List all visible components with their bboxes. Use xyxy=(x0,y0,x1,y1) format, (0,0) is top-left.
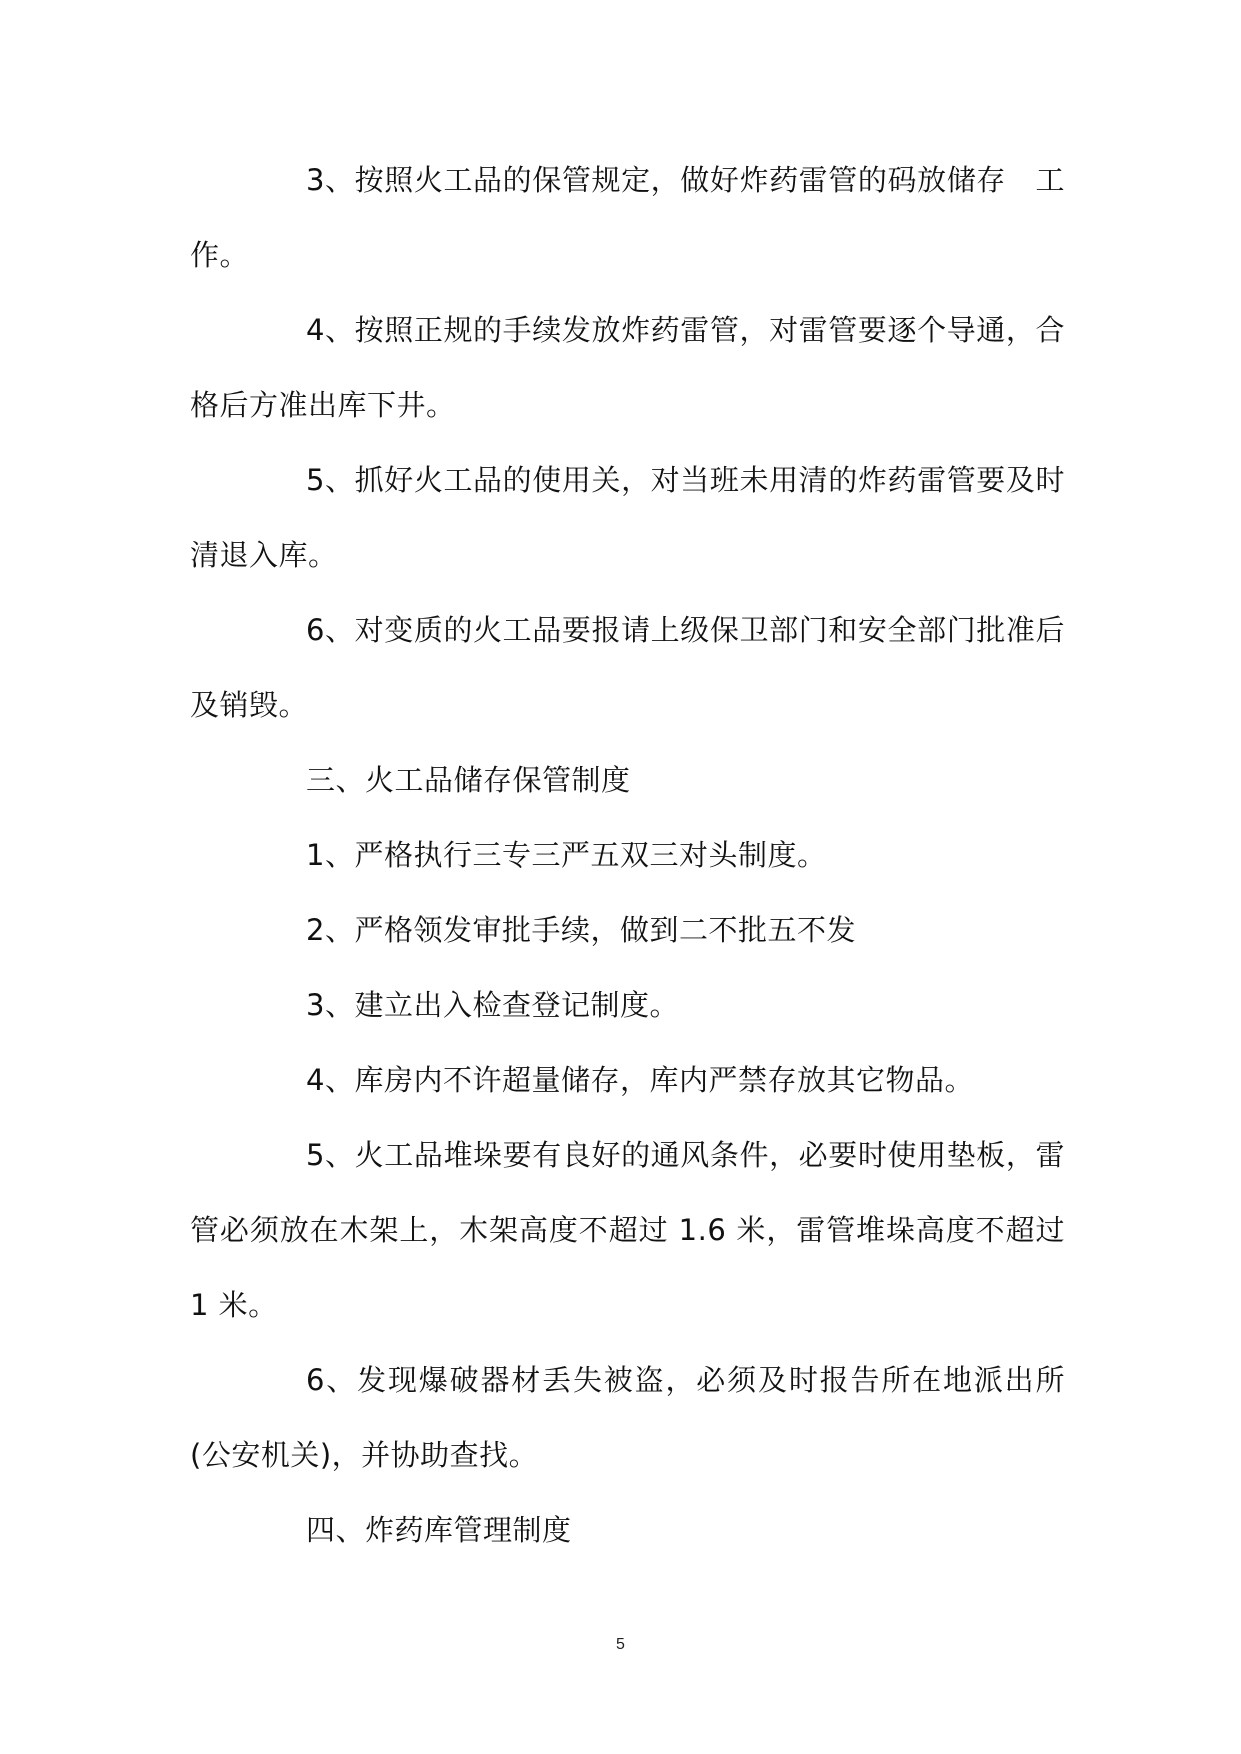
paragraph: 3、建立出入检查登记制度。 xyxy=(306,988,679,1022)
section-heading: 四、炸药库管理制度 xyxy=(306,1513,572,1547)
document-body xyxy=(190,143,1075,1568)
paragraph: 4、库房内不许超量储存，库内严禁存放其它物品。 xyxy=(306,1063,974,1097)
paragraph: 6、对变质的火工品要报请上级保卫部门和安全部门批准后及销毁。 xyxy=(190,613,1065,722)
paragraph: 1、严格执行三专三严五双三对头制度。 xyxy=(306,838,827,872)
paragraph: 2、严格领发审批手续，做到二不批五不发 xyxy=(306,913,856,947)
paragraph: 4、按照正规的手续发放炸药雷管，对雷管要逐个导通，合格后方准出库下井。 xyxy=(190,313,1065,422)
page-number: 5 xyxy=(616,1636,625,1653)
paragraph: 6、发现爆破器材丢失被盗，必须及时报告所在地派出所(公安机关)，并协助查找。 xyxy=(190,1363,1065,1472)
paragraph: 3、按照火工品的保管规定，做好炸药雷管的码放储存 工作。 xyxy=(190,163,1065,272)
paragraph: 5、抓好火工品的使用关，对当班未用清的炸药雷管要及时清退入库。 xyxy=(190,463,1065,572)
section-heading: 三、火工品储存保管制度 xyxy=(306,763,631,797)
paragraph: 5、火工品堆垛要有良好的通风条件，必要时使用垫板，雷管必须放在木架上，木架高度不超过 1.6 米，雷管堆垛高度不超过 1 米。 xyxy=(190,1138,1075,1322)
